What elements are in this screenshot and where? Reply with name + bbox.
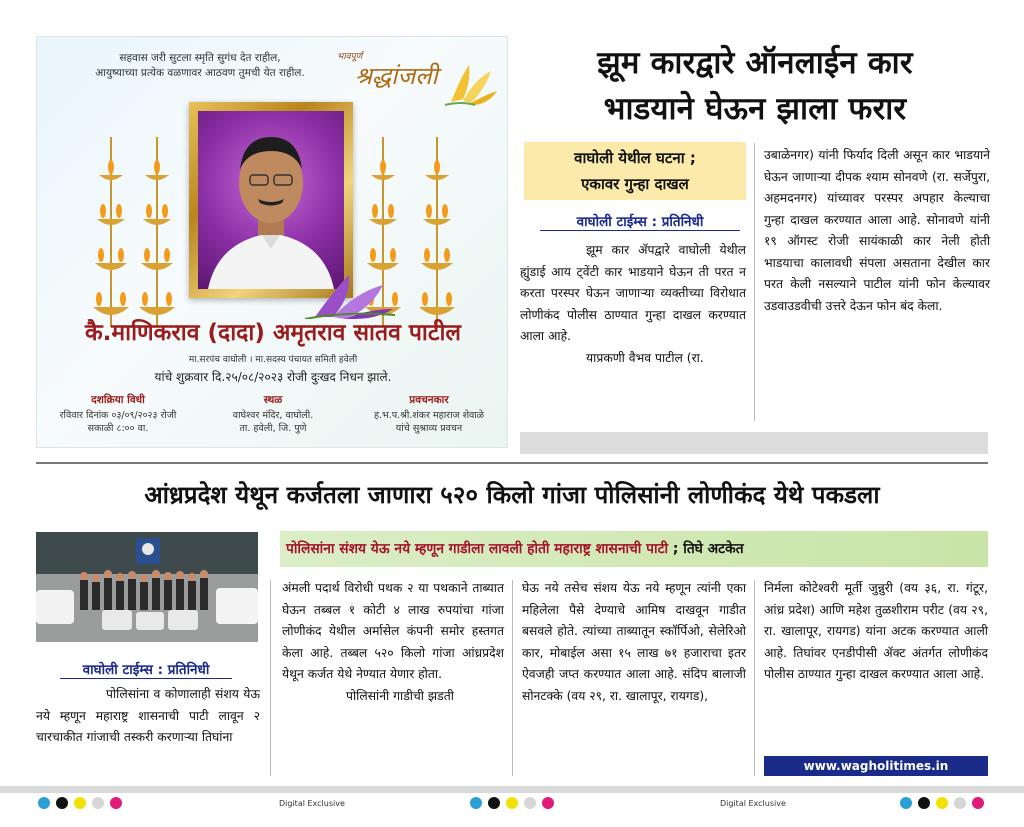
grey-strip bbox=[520, 432, 988, 454]
lily-flower-icon bbox=[441, 57, 499, 107]
story2-column-3: घेऊ नये तसेच संशय येऊ नये म्हणून त्यांनी एका महिलेला पैसे देण्याचे आमिष दाखवून गाडीत बसवले होते. त्यांच्या ताब्यातून स्कॉर्पिओ, सेलेरिओ कार, मोबाईल असा १५ लाख ७१ हजाराचा इतर ऐवजही जप्त करण्यात आला आहे. संदिप बालाजी सोनटक्के (वय २९, रा. खालापूर, रायगड), bbox=[522, 581, 746, 703]
color-registration-dots bbox=[470, 797, 554, 809]
story2-subhead bbox=[280, 531, 988, 567]
story1-column-2: उबाळेनगर) यांनी फिर्याद दिली असून कार भाडयाने घेऊन जाणाऱ्या दीपक श्याम सोनवणे (रा. सर्जेपुरा, अहमदनगर) यांच्यावर परस्पर अपहार केल्याचा गुन्हा दाखल करण्यात आला आहे. सोनावणे यांनी १९ ऑगस्ट रोजी सायंकाळी कार नेली होती भाडयाचा कालावधी संपला असताना देखील कार परत केली नसल्याने पाटील यांनी फोन केल्यावर उडवाउडवीची उत्तरे देऊन फोन बंद केला. bbox=[764, 148, 990, 313]
color-dot-icon bbox=[74, 797, 86, 809]
oil-lamp-stand-icon bbox=[91, 137, 131, 327]
footer-label-right: Digital Exclusive bbox=[720, 799, 786, 808]
purple-flower-icon bbox=[305, 269, 395, 319]
story1-byline: वाघोली टाईम्स : प्रतिनिधी bbox=[540, 212, 740, 231]
speaker-heading: प्रवचनकार bbox=[409, 394, 449, 406]
oil-lamp-stand-icon bbox=[137, 137, 177, 327]
obituary-ad bbox=[36, 36, 508, 448]
ad-script-small: भावपूर्ण bbox=[337, 52, 363, 62]
color-dot-icon bbox=[954, 797, 966, 809]
column-divider bbox=[512, 580, 513, 776]
story2-subhead-lead: पोलिसांना संशय येऊ नये म्हणून गाडीला लावली होती महाराष्ट्र शासनाची पाटी bbox=[286, 541, 669, 557]
color-dot-icon bbox=[110, 797, 122, 809]
police-seizure-scene-icon bbox=[36, 532, 258, 642]
ad-script-title: श्रद्धांजली bbox=[355, 62, 438, 90]
ritual-details: दशक्रिया विधी रविवार दिनांक ०३/०९/२०२३ रोजी सकाळी ८:०० वा. bbox=[43, 394, 193, 435]
police-group-photo bbox=[36, 532, 258, 642]
color-dot-icon bbox=[38, 797, 50, 809]
column-divider bbox=[754, 580, 755, 776]
story2-column-1: पोलिसांना व कोणालाही संशय येऊ नये म्हणून महाराष्ट्र शासनाची पाटी लावून २ चारचाकीत गांजाची तस्करी करणाऱ्या तिघांना bbox=[36, 687, 260, 744]
color-dot-icon bbox=[918, 797, 930, 809]
color-dot-icon bbox=[936, 797, 948, 809]
color-dot-icon bbox=[470, 797, 482, 809]
column-divider bbox=[754, 143, 755, 421]
story2-column-4: निर्मला कोटेश्वरी मूर्ती जुन्नुरी (वय ३६, रा. गंटूर, आंध्र प्रदेश) आणि महेश तुळशीराम परीट (वय २९, रा. खालापूर, रायगड) यांना अटक करण्यात आली आहे. तिघांवर एनडीपीसी ॲक्ट अंतर्गत लोणीकंद पोलीस ठाण्यात गुन्हा दाखल करण्यात आला आहे. bbox=[764, 581, 988, 681]
website-link[interactable]: www.wagholitimes.in bbox=[764, 756, 988, 776]
color-dot-icon bbox=[972, 797, 984, 809]
oil-lamp-stand-icon bbox=[417, 137, 457, 327]
color-dot-icon bbox=[488, 797, 500, 809]
story2-column-2: अंमली पदार्थ विरोधी पथक २ या पथकाने ताब्यात घेऊन तब्बल १ कोटी ४ लाख रुपयांचा गांजा लोणीकंद येथील अर्मासेल कंपनी समोर हस्तगत केला आहे. तब्बल ५२० किलो गांजा आंध्रप्रदेश येथून कर्जत येथे नेण्यात येणार होता. पोलिसांनी गाडीची झडती bbox=[282, 581, 504, 703]
ad-quote: सहवास जरी सुटला स्मृति सुगंध देत राहील, आयुष्याच्या प्रत्येक वळणावर आठवण तुमची येत राहील. bbox=[95, 52, 305, 79]
story2-byline: वाघोली टाईम्स : प्रतिनिधी bbox=[60, 660, 232, 679]
color-registration-dots bbox=[900, 797, 984, 809]
demise-date-line: यांचे शुक्रवार दि.२५/०८/२०२३ रोजी दुःखद निधन झाले. bbox=[154, 370, 392, 384]
ritual-heading: दशक्रिया विधी bbox=[91, 394, 145, 406]
speaker-details: प्रवचनकार ह.भ.प.श्री.शंकर महाराज शेवाळे यांचे सुश्राव्य प्रवचन bbox=[353, 394, 505, 435]
deceased-designation: मा.सरपंच वाघोली । मा.सदस्य पंचायत समिती हवेली bbox=[188, 355, 358, 365]
story1-column-1: झूम कार ॲपद्वारे वाघोली येथील ह्युंडाई आय ट्वेंटी कार भाडयाने घेऊन ती परत न करता परस्पर घेऊन जाणाऱ्या व्यक्तीच्या विरोधात लोणीकंद पोलीस ठाण्यात गुन्हा दाखल करण्यात आला आहे. याप्रकणी वैभव पाटील (रा. bbox=[520, 243, 746, 365]
section-divider bbox=[36, 462, 988, 464]
color-dot-icon bbox=[56, 797, 68, 809]
color-dot-icon bbox=[542, 797, 554, 809]
person-portrait-icon bbox=[198, 111, 344, 289]
venue-details: स्थळ वाघेश्वर मंदिर, वाघोली. ता. हवेली, जि. पुणे bbox=[199, 394, 347, 435]
story2-subhead-tail: ; तिघे अटकेत bbox=[668, 541, 744, 557]
color-registration-dots bbox=[38, 797, 122, 809]
story2-headline: आंध्रप्रदेश येथून कर्जतला जाणारा ५२० किलो गांजा पोलिसांनी लोणीकंद येथे पकडला bbox=[144, 481, 880, 509]
color-dot-icon bbox=[92, 797, 104, 809]
story1-highlight-box: वाघोली येथील घटना ; एकावर गुन्हा दाखल bbox=[524, 142, 746, 200]
column-divider bbox=[270, 580, 271, 776]
story1-headline: झूम कारद्वारे ऑनलाईन कार भाडयाने घेऊन झाला फरार bbox=[597, 45, 913, 127]
color-dot-icon bbox=[506, 797, 518, 809]
color-dot-icon bbox=[524, 797, 536, 809]
footer-bar bbox=[0, 786, 1024, 793]
venue-heading: स्थळ bbox=[263, 394, 283, 406]
footer-label-left: Digital Exclusive bbox=[279, 799, 345, 808]
color-dot-icon bbox=[900, 797, 912, 809]
portrait-photo bbox=[198, 111, 344, 289]
deceased-name: कै.माणिकराव (दादा) अमृतराव सातव पाटील bbox=[84, 320, 462, 346]
